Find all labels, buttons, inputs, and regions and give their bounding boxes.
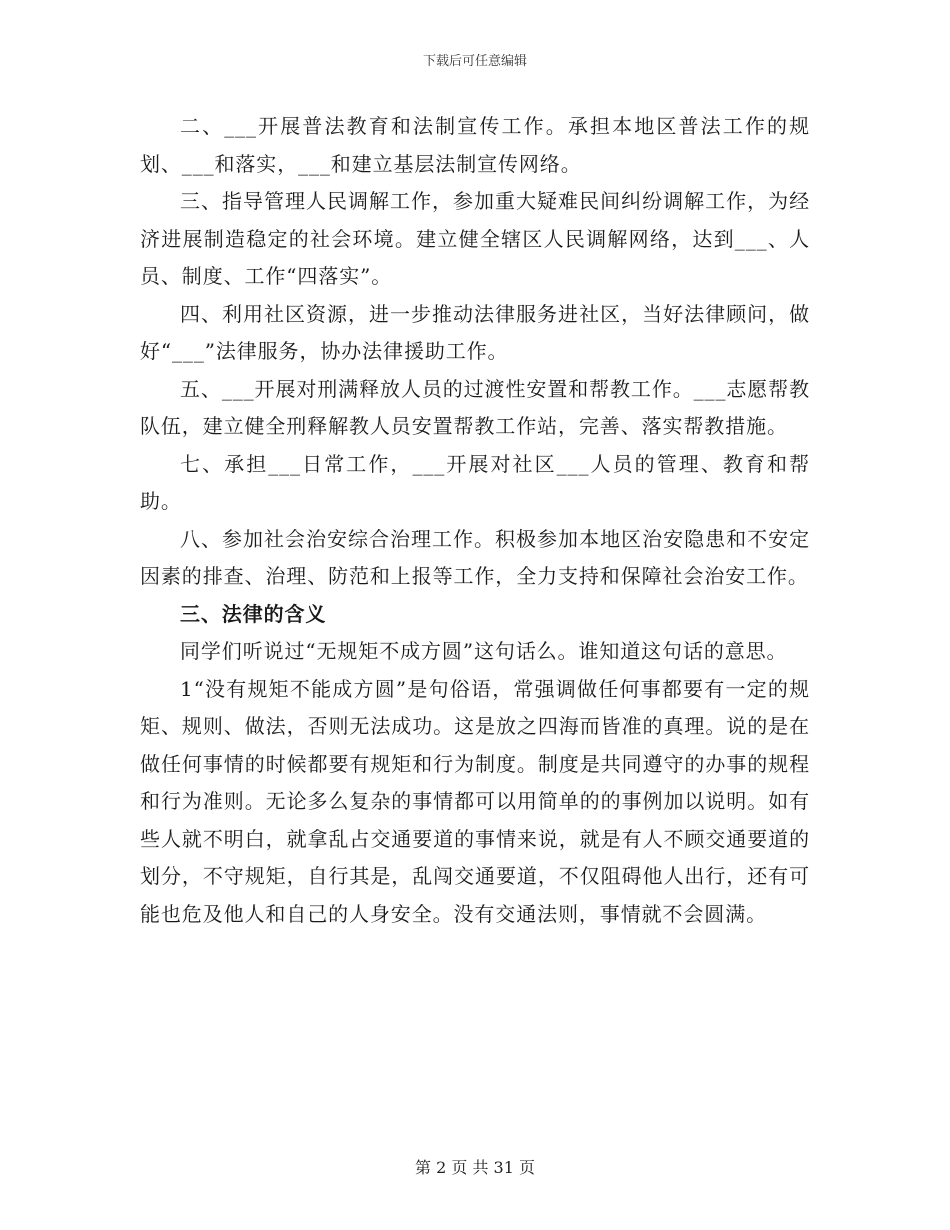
intro-paragraph: 同学们听说过“无规矩不成方圆”这句话么。谁知道这句话的意思。 [180,639,788,663]
paragraph-4: 四、利用社区资源，进一步推动法律服务进社区，当好法律顾问，做好“___”法律服务，协办法律援助工作。 [140,301,810,363]
paragraph-3: 三、指导管理人民调解工作，参加重大疑难民间纠纷调解工作，为经济进展制造稳定的社会环境。建立健全辖区人民调解网络，达到___、人员、制度、工作“四落实”。 [140,189,810,288]
explanation-paragraph: 1“没有规矩不能成方圆”是句俗语，常强调做任何事都要有一定的规矩、规则、做法，否则无法成功。这是放之四海而皆准的真理。说的是在做任何事情的时候都要有规矩和行为制度。制度是共同遵守的办事的规程和行为准则。无论多么复杂的事情都可以用简单的的事例加以说明。如有些人就不明白，就拿乱占交通要道的事情来说，就是有人不顾交通要道的划分，不守规矩，自行其是，乱闯交通要道，不仅阻碍他人出行，还有可能也危及他人和自己的人身安全。没有交通法则，事情就不会圆满。 [140,676,810,926]
page-footer: 第 2 页 共 31 页 [415,1158,535,1177]
document-body [140,108,810,933]
paragraph-7: 七、承担___日常工作，___开展对社区___人员的管理、教育和帮助。 [140,451,810,513]
section-heading: 三、法律的含义 [180,601,327,626]
page-header: 下载后可任意编辑 [422,54,527,69]
paragraph-8: 八、参加社会治安综合治理工作。积极参加本地区治安隐患和不安定因素的排查、治理、防范和上报等工作，全力支持和保障社会治安工作。 [140,526,810,588]
paragraph-2: 二、___开展普法教育和法制宣传工作。承担本地区普法工作的规划、___和落实，___和建立基层法制宣传网络。 [140,114,810,176]
paragraph-5: 五、___开展对刑满释放人员的过渡性安置和帮教工作。___志愿帮教队伍，建立健全刑释解教人员安置帮教工作站，完善、落实帮教措施。 [140,376,810,438]
